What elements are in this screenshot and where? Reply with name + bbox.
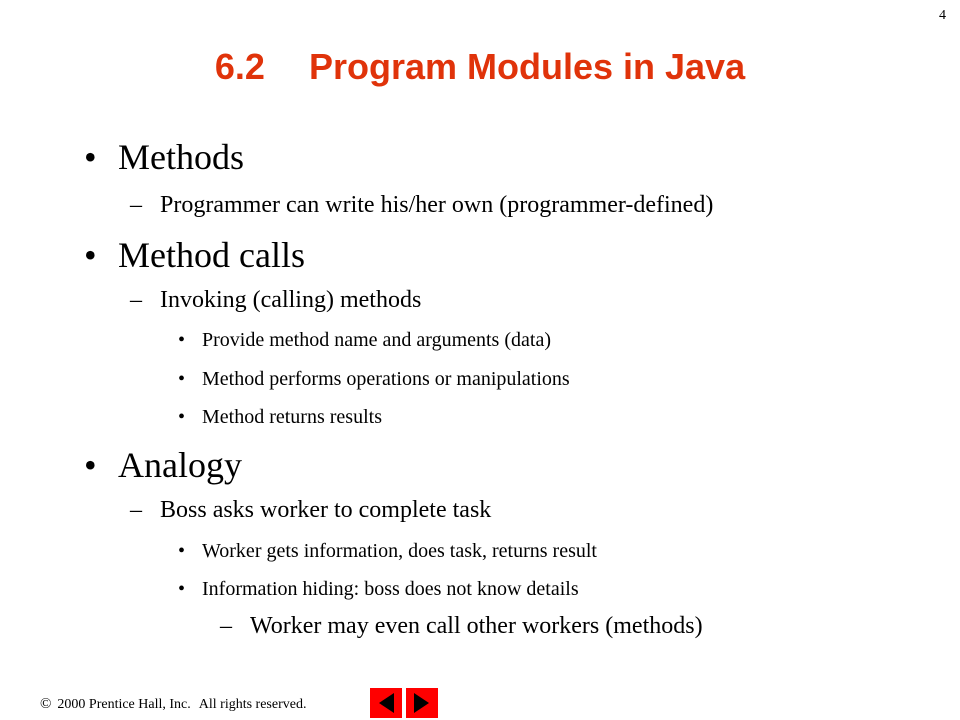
rights-text: All rights reserved. xyxy=(198,697,307,712)
deep-sub-bullet xyxy=(220,613,703,640)
bullet-marker: • xyxy=(84,445,97,485)
copyright-icon: © xyxy=(40,696,52,712)
bullet-text: Analogy xyxy=(118,445,242,485)
list-item xyxy=(178,368,570,391)
previous-slide-button[interactable] xyxy=(370,688,402,718)
sub-bullet-text: Boss asks worker to complete task xyxy=(160,497,492,523)
sub-bullet xyxy=(130,497,491,524)
bullet-text: Method calls xyxy=(118,235,305,275)
next-slide-button[interactable] xyxy=(406,688,438,718)
dash-marker: – xyxy=(130,497,142,523)
list-item xyxy=(178,329,551,352)
list-item-text: Information hiding: boss does not know details xyxy=(202,578,579,600)
bullet-analogy xyxy=(84,444,242,486)
bullet-marker: • xyxy=(178,540,186,562)
bullet-marker: • xyxy=(178,578,186,600)
list-item-text: Method performs operations or manipulations xyxy=(202,368,570,390)
bullet-method-calls xyxy=(84,234,305,276)
bullet-marker: • xyxy=(84,137,97,177)
sub-bullet xyxy=(130,287,421,314)
sub-bullet-text: Invoking (calling) methods xyxy=(160,287,422,313)
bullet-marker: • xyxy=(178,368,186,390)
section-number: 6.2 xyxy=(214,46,265,87)
list-item xyxy=(178,406,382,429)
list-item xyxy=(178,578,579,601)
right-triangle-icon xyxy=(406,688,438,718)
bullet-marker: • xyxy=(178,329,186,351)
list-item-text: Worker gets information, does task, returns result xyxy=(202,540,597,562)
page-number: 4 xyxy=(939,8,946,23)
deep-sub-bullet-text: Worker may even call other workers (methods) xyxy=(250,613,703,639)
list-item-text: Provide method name and arguments (data) xyxy=(202,329,551,351)
list-item xyxy=(178,540,597,563)
title-text: Program Modules in Java xyxy=(308,46,746,87)
dash-marker: – xyxy=(220,613,232,639)
copyright-text: 2000 Prentice Hall, Inc. xyxy=(57,697,191,712)
dash-marker: – xyxy=(130,192,142,218)
sub-bullet xyxy=(130,192,713,219)
bullet-text: Methods xyxy=(118,137,244,177)
bullet-marker: • xyxy=(84,235,97,275)
sub-bullet-text: Programmer can write his/her own (programmer-defined) xyxy=(160,192,714,218)
bullet-methods xyxy=(84,136,244,178)
dash-marker: – xyxy=(130,287,142,313)
list-item-text: Method returns results xyxy=(202,406,382,428)
left-triangle-icon xyxy=(370,688,402,718)
bullet-marker: • xyxy=(178,406,186,428)
copyright-footer xyxy=(40,696,306,713)
